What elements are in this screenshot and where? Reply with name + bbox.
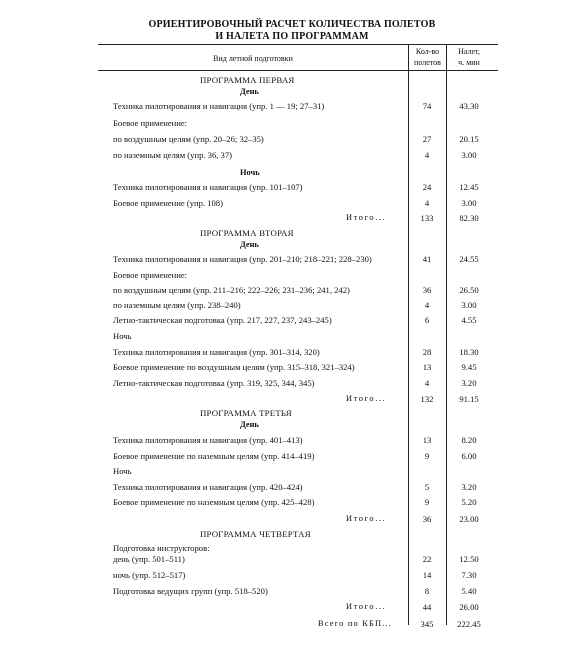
row-label: по воздушным целям (упр. 20–26; 32–35) <box>113 134 264 144</box>
row-flight-time: 5.20 <box>461 497 477 507</box>
table-row-total <box>0 600 584 614</box>
row-label: Всего по КБП... <box>318 619 393 628</box>
row-flight-time: 23.00 <box>459 514 479 524</box>
header-time <box>447 46 491 68</box>
row-flight-time: 91.15 <box>459 394 479 404</box>
row-flight-count: 36 <box>422 285 432 295</box>
row-label: Боевое применение по наземным целям (упр. 414–419) <box>113 451 315 461</box>
row-flight-time: 5.40 <box>461 586 477 596</box>
table-row-sub <box>0 85 584 99</box>
row-label: ПРОГРАММА ПЕРВАЯ <box>200 75 295 85</box>
table-row-item <box>0 268 584 282</box>
row-label: по наземным целям (упр. 238–240) <box>113 300 241 310</box>
table-row-item <box>0 180 584 194</box>
row-flight-count: 9 <box>424 497 430 507</box>
row-flight-count: 13 <box>422 435 432 445</box>
row-flight-count: 4 <box>424 150 430 160</box>
table-row-item <box>0 495 584 509</box>
row-flight-count: 5 <box>424 482 430 492</box>
table-row-total <box>0 512 584 526</box>
row-flight-count: 133 <box>420 213 434 223</box>
row-label: День <box>240 87 259 96</box>
row-flight-count: 24 <box>422 182 432 192</box>
table-row-item <box>0 283 584 297</box>
row-flight-count: 22 <box>422 554 432 564</box>
row-flight-time: 9.45 <box>461 362 477 372</box>
row-label: ПРОГРАММА ТРЕТЬЯ <box>200 408 292 418</box>
row-label: ПРОГРАММА ВТОРАЯ <box>200 228 294 238</box>
row-label: Боевое применение: <box>113 270 188 280</box>
row-flight-time: 24.55 <box>459 254 479 264</box>
row-label: Техника пилотирования и навигация (упр. 420–424) <box>113 482 303 492</box>
row-label: День <box>240 420 259 429</box>
row-flight-count: 28 <box>422 347 432 357</box>
table-row-item <box>0 298 584 312</box>
table-row-total <box>0 392 584 406</box>
table-row-item <box>0 196 584 210</box>
table-row-item <box>0 376 584 390</box>
table-row-item <box>0 552 584 566</box>
row-label: Итого... <box>346 213 387 222</box>
row-label: Итого... <box>346 394 387 403</box>
page-title-line-2: И НАЛЕТА ПО ПРОГРАММАМ <box>215 31 369 42</box>
row-flight-time: 12.45 <box>459 182 479 192</box>
row-flight-count: 44 <box>422 602 432 612</box>
row-label: Ночь <box>240 168 260 177</box>
table-row-item <box>0 464 584 478</box>
row-flight-time: 3.20 <box>461 482 477 492</box>
row-flight-count: 74 <box>422 101 432 111</box>
row-label: Ночь <box>113 331 132 341</box>
table-row-grand <box>0 617 584 631</box>
table-row-item <box>0 568 584 582</box>
row-flight-time: 82.30 <box>459 213 479 223</box>
row-label: день (упр. 501–511) <box>113 554 185 564</box>
row-label: ПРОГРАММА ЧЕТВЕРТАЯ <box>200 529 311 539</box>
table-row-sub <box>0 238 584 252</box>
table-row-item <box>0 99 584 113</box>
row-flight-time: 12.50 <box>459 554 479 564</box>
table-row-item <box>0 584 584 598</box>
row-label: День <box>240 240 259 249</box>
row-label: Итого... <box>346 514 387 523</box>
row-flight-count: 9 <box>424 451 430 461</box>
row-label: по наземным целям (упр. 36, 37) <box>113 150 233 160</box>
table-row-item <box>0 449 584 463</box>
row-label: Летно-тактическая подготовка (упр. 217, 227, 237, 243–245) <box>113 315 332 325</box>
row-label: Техника пилотирования и навигация (упр. 401–413) <box>113 435 303 445</box>
header-type <box>98 53 408 64</box>
row-flight-count: 27 <box>422 134 432 144</box>
row-flight-count: 4 <box>424 198 430 208</box>
row-label: ночь (упр. 512–517) <box>113 570 186 580</box>
row-flight-count: 13 <box>422 362 432 372</box>
table-row-item <box>0 329 584 343</box>
row-label: Боевое применение (упр. 108) <box>113 198 223 208</box>
header-count-line-1: Кол-во <box>415 47 440 56</box>
row-flight-count: 6 <box>424 315 430 325</box>
row-flight-count: 36 <box>422 514 432 524</box>
table-row-item <box>0 433 584 447</box>
table-row-item <box>0 360 584 374</box>
table-row-sub <box>0 418 584 432</box>
row-flight-count: 14 <box>422 570 432 580</box>
row-label: Итого... <box>346 602 387 611</box>
row-flight-time: 3.00 <box>461 198 477 208</box>
row-flight-time: 26.00 <box>459 602 479 612</box>
row-flight-time: 3.20 <box>461 378 477 388</box>
row-flight-time: 3.00 <box>461 300 477 310</box>
row-label: Летно-тактическая подготовка (упр. 319, 325, 344, 345) <box>113 378 315 388</box>
row-label: Техника пилотирования и навигация (упр. 101–107) <box>113 182 303 192</box>
row-flight-time: 222.45 <box>457 619 481 629</box>
table-row-item <box>0 132 584 146</box>
row-label: по воздушным целям (упр. 211–216; 222–226; 231–236; 241, 242) <box>113 285 350 295</box>
table-row-item <box>0 313 584 327</box>
header-time-line-2: ч. мин <box>458 58 480 67</box>
table-header-rule <box>98 70 498 71</box>
row-label: Боевое применение: <box>113 118 188 128</box>
table-row-sub <box>0 166 584 180</box>
row-flight-time: 26.50 <box>459 285 479 295</box>
row-flight-time: 6.00 <box>461 451 477 461</box>
row-flight-time: 20.15 <box>459 134 479 144</box>
header-count <box>409 46 446 68</box>
row-label: Ночь <box>113 466 132 476</box>
row-flight-count: 132 <box>420 394 434 404</box>
row-flight-count: 8 <box>424 586 430 596</box>
row-label: Подготовка ведущих групп (упр. 518–520) <box>113 586 268 596</box>
row-label: Техника пилотирования и навигация (упр. 1 — 19; 27–31) <box>113 101 325 111</box>
row-flight-count: 41 <box>422 254 432 264</box>
table-row-section <box>0 527 584 541</box>
row-flight-count: 4 <box>424 378 430 388</box>
row-label: Боевое применение по наземным целям (упр. 425–428) <box>113 497 315 507</box>
row-label: Техника пилотирования и навигация (упр. 301–314, 320) <box>113 347 320 357</box>
header-count-line-2: полетов <box>414 58 441 67</box>
row-flight-count: 4 <box>424 300 430 310</box>
table-top-rule <box>98 44 498 45</box>
row-label: Боевое применение по воздушным целям (упр. 315–318, 321–324) <box>113 362 355 372</box>
table-row-item <box>0 148 584 162</box>
row-flight-time: 8.20 <box>461 435 477 445</box>
table-row-item <box>0 345 584 359</box>
table-row-item <box>0 116 584 130</box>
row-flight-time: 43.30 <box>459 101 479 111</box>
header-time-line-1: Налет, <box>458 47 480 56</box>
row-label: Подготовка инструкторов: <box>113 543 210 553</box>
page-title-line-1: ОРИЕНТИРОВОЧНЫЙ РАСЧЕТ КОЛИЧЕСТВА ПОЛЕТОВ <box>148 19 436 30</box>
table-row-item <box>0 480 584 494</box>
row-label: Техника пилотирования и навигация (упр. 201–210; 218–221; 228–230) <box>113 254 372 264</box>
header-type-label: Вид летной подготовки <box>213 54 293 63</box>
row-flight-time: 4.55 <box>461 315 477 325</box>
table-row-item <box>0 252 584 266</box>
row-flight-time: 18.30 <box>459 347 479 357</box>
row-flight-time: 7.30 <box>461 570 477 580</box>
row-flight-time: 3.00 <box>461 150 477 160</box>
row-flight-count: 345 <box>420 619 434 629</box>
table-row-total <box>0 211 584 225</box>
